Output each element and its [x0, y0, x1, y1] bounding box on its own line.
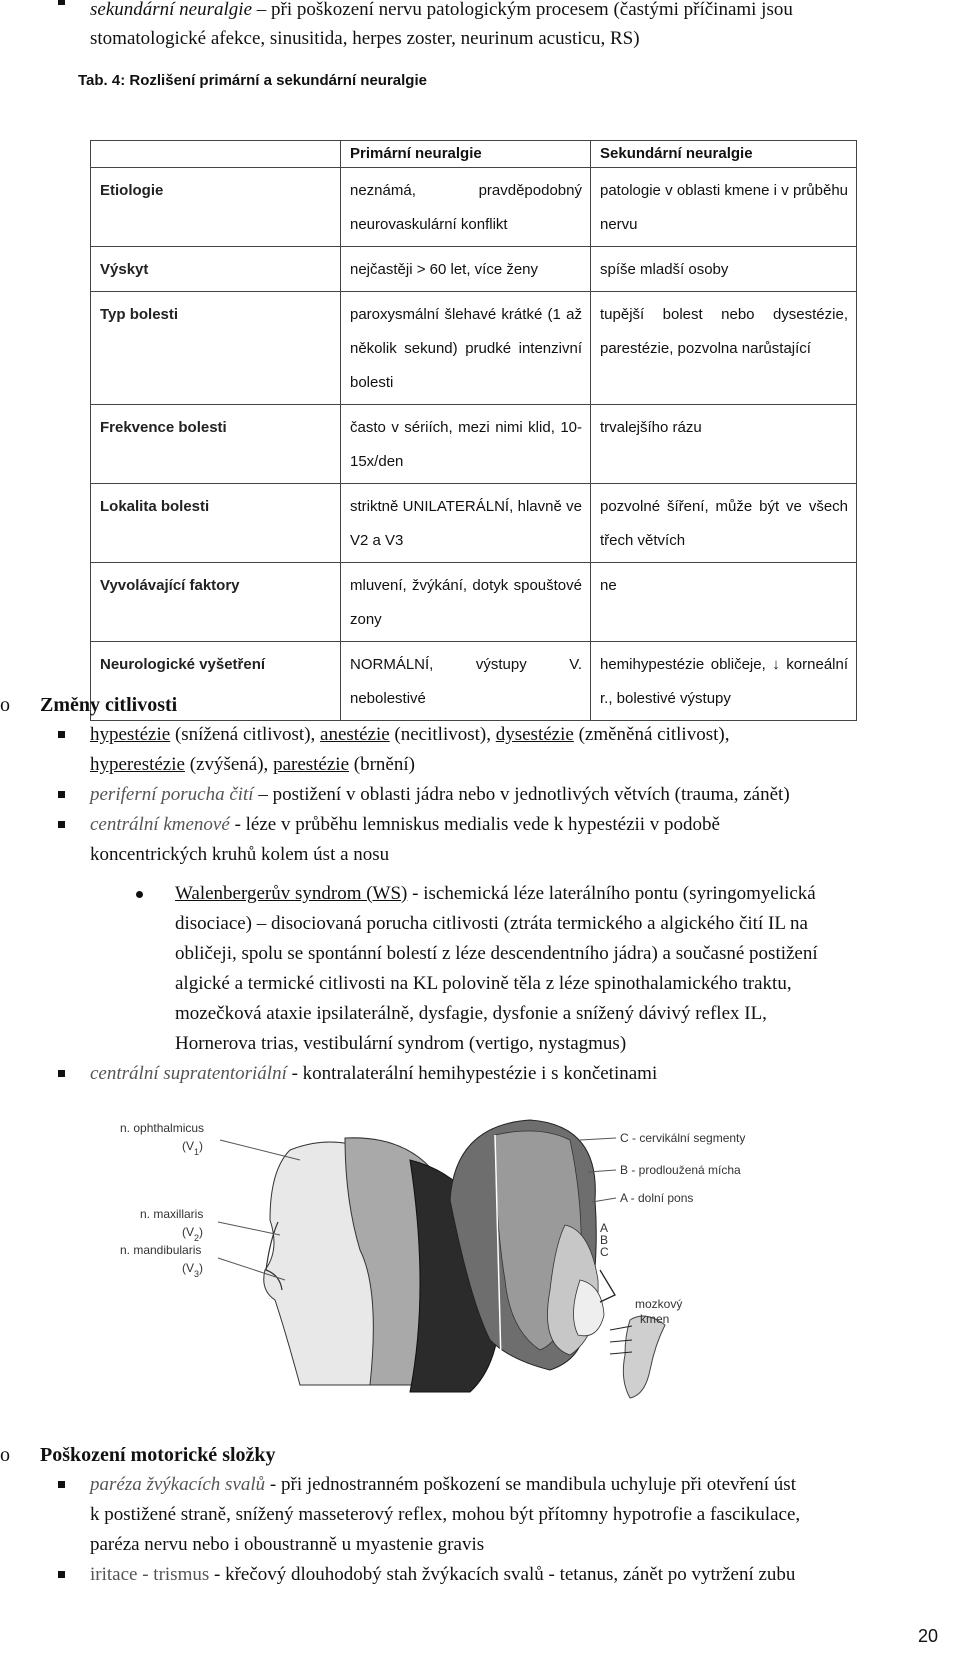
primary-cell: NORMÁLNÍ, výstupy V. nebolestivé [341, 642, 591, 721]
primary-cell: mluvení, žvýkání, dotyk spouštové zony [341, 563, 591, 642]
text-line [175, 879, 816, 909]
label-v1: $(V_1)$ [182, 1139, 204, 1157]
row-label: Typ bolesti [91, 292, 341, 405]
text-fragment: – při poškození nervu patologickým procesem (častými příčinami jsou [252, 0, 793, 20]
text-line: obličeji, spolu se spontánní bolestí z léze descendentního jádra) a současné postižení [175, 943, 818, 964]
text-line [90, 810, 720, 840]
label-lower-pons: A - dolní pons [620, 1191, 694, 1205]
label-v2: $(V_2)$ [182, 1225, 204, 1243]
text-fragment: (snížená citlivost), [170, 724, 321, 745]
row-label: Lokalita bolesti [91, 484, 341, 563]
text-fragment: - léze v průběhu lemniskus medialis vede k hypestézii v podobě [229, 814, 720, 835]
primary-cell: striktně UNILATERÁLNÍ, hlavně ve V2 a V3 [341, 484, 591, 563]
row-label: Výskyt [91, 247, 341, 292]
bullet-square [58, 821, 65, 828]
bullet-square [58, 731, 65, 738]
text-fragment: (změněná citlivost), [573, 724, 730, 745]
trigeminal-dermatome-figure [110, 1121, 810, 1400]
text-line: stomatologické afekce, sinusitida, herpes zoster, neurinum acusticu, RS) [90, 28, 640, 49]
term-hypestezie: hypestézie [90, 724, 171, 745]
text-line [90, 780, 790, 810]
label-maxillaris: n. maxillaris [140, 1207, 204, 1221]
text-line [90, 0, 793, 25]
table-row [91, 563, 857, 642]
term-parestezie: parestézie [273, 754, 350, 775]
header-cell-secondary: Sekundární neuralgie [591, 141, 857, 168]
secondary-cell: spíše mladší osoby [591, 247, 857, 292]
term-secondary-neuralgia: sekundární neuralgie [90, 0, 253, 20]
term-dysestezie: dysestézie [495, 724, 574, 745]
section-marker: o [0, 694, 10, 716]
page-number: 20 [917, 1626, 938, 1646]
primary-cell: často v sériích, mezi nimi klid, 10-15x/den [341, 405, 591, 484]
table-row [91, 168, 857, 247]
neuralgia-comparison-table [90, 140, 857, 721]
table-row [91, 292, 857, 405]
text-fragment: - při jednostranném poškození se mandibula uchyluje při otevření úst [265, 1474, 796, 1495]
bullet-square [58, 1571, 65, 1578]
term-hyperestezie: hyperestézie [90, 754, 185, 775]
label-c: C [600, 1245, 609, 1259]
text-line: disociace) – disociovaná porucha citlivosti (ztráta termického a algického čití IL na [175, 913, 808, 934]
table-row [91, 405, 857, 484]
text-fragment: (brnění) [349, 754, 415, 775]
text-line: paréza nervu nebo i oboustranně u myastenie gravis [90, 1534, 485, 1555]
text-line: Hornerova trias, vestibulární syndrom (vertigo, nystagmus) [175, 1033, 627, 1054]
bullet-square [58, 0, 65, 5]
section-heading-sensitivity: Změny citlivosti [40, 694, 178, 716]
term-wallenberg: Walenbergerův syndrom (WS) [175, 883, 408, 904]
text-line: mozečková ataxie ipsilaterálně, dysfagie, dysfonie a snížený dávivý reflex IL, [175, 1003, 767, 1024]
section-heading-motor: Poškození motorické složky [40, 1444, 276, 1466]
table-row [91, 247, 857, 292]
table-row [91, 642, 857, 721]
text-line [90, 1470, 796, 1500]
term-masticatory-paresis: paréza žvýkacích svalů [90, 1474, 266, 1495]
row-label: Neurologické vyšetření [91, 642, 341, 721]
term-trismus: iritace - trismus [90, 1564, 210, 1585]
label-brainstem: mozkový [635, 1297, 683, 1311]
primary-cell: nejčastěji > 60 let, více ženy [341, 247, 591, 292]
text-fragment: (zvýšená), [184, 754, 274, 775]
secondary-cell: tupější bolest nebo dysestézie, parestézie, pozvolna narůstající [591, 292, 857, 405]
primary-cell: neznámá, pravděpodobný neurovaskulární konflikt [341, 168, 591, 247]
bullet-dot [136, 891, 143, 898]
text-fragment: (necitlivost), [389, 724, 496, 745]
header-cell-empty [91, 141, 341, 168]
table-row [91, 484, 857, 563]
text-line: koncentrických kruhů kolem úst a nosu [90, 844, 390, 865]
text-line: algické a termické citlivosti na KL polovině těla z léze spinothalamického traktu, [175, 973, 792, 994]
label-medulla: B - prodloužená mícha [620, 1163, 741, 1177]
bullet-square [58, 1070, 65, 1077]
label-b: B [600, 1233, 609, 1247]
label-v3: $(V_3)$ [182, 1261, 204, 1279]
table-header-row [91, 141, 857, 168]
text-line [90, 720, 729, 750]
text-line [90, 1560, 795, 1590]
primary-cell: paroxysmální šlehavé krátké (1 až několik sekund) prudké intenzivní bolesti [341, 292, 591, 405]
table-caption: Tab. 4: Rozlišení primární a sekundární neuralgie [78, 72, 427, 89]
text-line: k postižené straně, snížený masseterový reflex, mohou být přítomny hypotrofie a fascikulace, [90, 1504, 801, 1525]
secondary-cell: pozvolné šíření, může být ve všech třech větvích [591, 484, 857, 563]
label-cervical-segments: C - cervikální segmenty [620, 1131, 746, 1145]
term-central-brainstem: centrální kmenové [90, 814, 230, 835]
text-fragment: - kontralaterální hemihypestézie i s končetinami [286, 1063, 658, 1084]
secondary-cell: trvalejšího rázu [591, 405, 857, 484]
row-label: Etiologie [91, 168, 341, 247]
label-mandibularis: n. mandibularis [120, 1243, 202, 1257]
bullet-square [58, 791, 65, 798]
secondary-cell: patologie v oblasti kmene i v průběhu nervu [591, 168, 857, 247]
text-fragment: – postižení v oblasti jádra nebo v jednotlivých větvích (trauma, zánět) [253, 784, 790, 805]
text-line [90, 1059, 657, 1089]
header-cell-primary: Primární neuralgie [341, 141, 591, 168]
term-central-supratentorial: centrální supratentoriální [90, 1063, 287, 1084]
secondary-cell: ne [591, 563, 857, 642]
secondary-cell: hemihypestézie obličeje, ↓ korneální r., bolestivé výstupy [591, 642, 857, 721]
bullet-square [58, 1481, 65, 1488]
label-a: A [600, 1221, 609, 1235]
term-anestezie: anestézie [320, 724, 390, 745]
text-fragment: - křečový dlouhodobý stah žvýkacích svalů - tetanus, zánět po vytržení zubu [209, 1564, 796, 1585]
label-brainstem-2: kmen [640, 1312, 670, 1326]
text-line [90, 750, 415, 780]
section-marker: o [0, 1444, 10, 1466]
row-label: Vyvolávající faktory [91, 563, 341, 642]
label-ophthalmicus: n. ophthalmicus [120, 1121, 205, 1135]
row-label: Frekvence bolesti [91, 405, 341, 484]
text-fragment: - ischemická léze laterálního pontu (syringomyelická [407, 883, 816, 904]
term-peripheral: periferní porucha čití [90, 784, 254, 805]
